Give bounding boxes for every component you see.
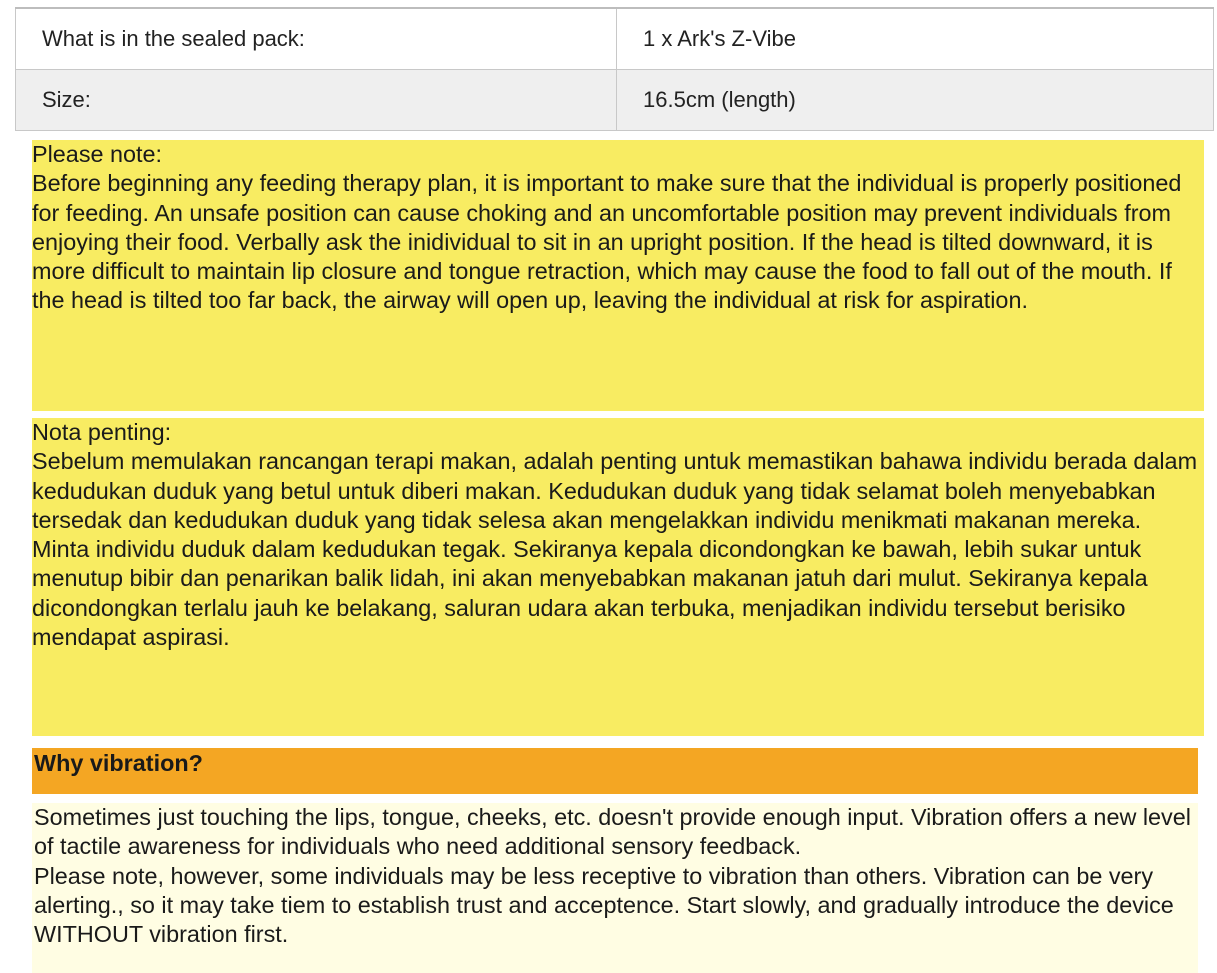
- note-english-body: Before beginning any feeding therapy plan, it is important to make sure that the individual is properly positioned for feeding. An unsafe position can cause choking and an uncomfortable position may prevent individuals from enjoying their food. Verbally ask the inidividual to sit in an upright position. If the head is tilted downward, it is more difficult to maintain lip closure and tongue retraction, which may cause the food to fall out of the mouth. If the head is tilted too far back, the airway will open up, leaving the individual at risk for aspiration.: [32, 170, 1182, 314]
- why-vibration-heading: Why vibration?: [32, 748, 1198, 794]
- table-row: [16, 70, 1214, 131]
- spec-table: [15, 7, 1214, 131]
- note-malay-heading: Nota penting:: [32, 419, 172, 445]
- why-vibration-paragraph-2: Please note, however, some individuals may be less receptive to vibration than others. Vibration can be very alerting., so it may take tiem to establish trust and acceptence. Start slowly, and gradually introduce the device WITHOUT vibration first.: [34, 862, 1174, 948]
- why-vibration-paragraph-1: Sometimes just touching the lips, tongue, cheeks, etc. doesn't provide enough input. Vibration offers a new level of tactile awareness for individuals who need additional sensory feedback.: [34, 804, 1191, 860]
- why-vibration-body: [32, 803, 1198, 973]
- spec-label-contents: What is in the sealed pack:: [16, 8, 617, 70]
- note-english: [32, 140, 1204, 411]
- spec-value-size: 16.5cm (length): [617, 70, 1214, 131]
- table-row: [16, 8, 1214, 70]
- spec-label-size: Size:: [16, 70, 617, 131]
- note-english-heading: Please note:: [32, 141, 163, 167]
- note-malay-body: Sebelum memulakan rancangan terapi makan, adalah penting untuk memastikan bahawa individu berada dalam kedudukan duduk yang betul untuk diberi makan. Kedudukan duduk yang tidak selamat boleh menyebabkan tersedak dan kedudukan duduk yang tidak selesa akan mengelakkan individu menikmati makanan mereka. Minta individu duduk dalam kedudukan tegak. Sekiranya kepala dicondongkan ke bawah, lebih sukar untuk menutup bibir dan penarikan balik lidah, ini akan menyebabkan makanan jatuh dari mulut. Sekiranya kepala dicondongkan terlalu jauh ke belakang, saluran udara akan terbuka, menjadikan individu tersebut berisiko mendapat aspirasi.: [32, 448, 1198, 651]
- note-malay: [32, 418, 1204, 736]
- spec-value-contents: 1 x Ark's Z-Vibe: [617, 8, 1214, 70]
